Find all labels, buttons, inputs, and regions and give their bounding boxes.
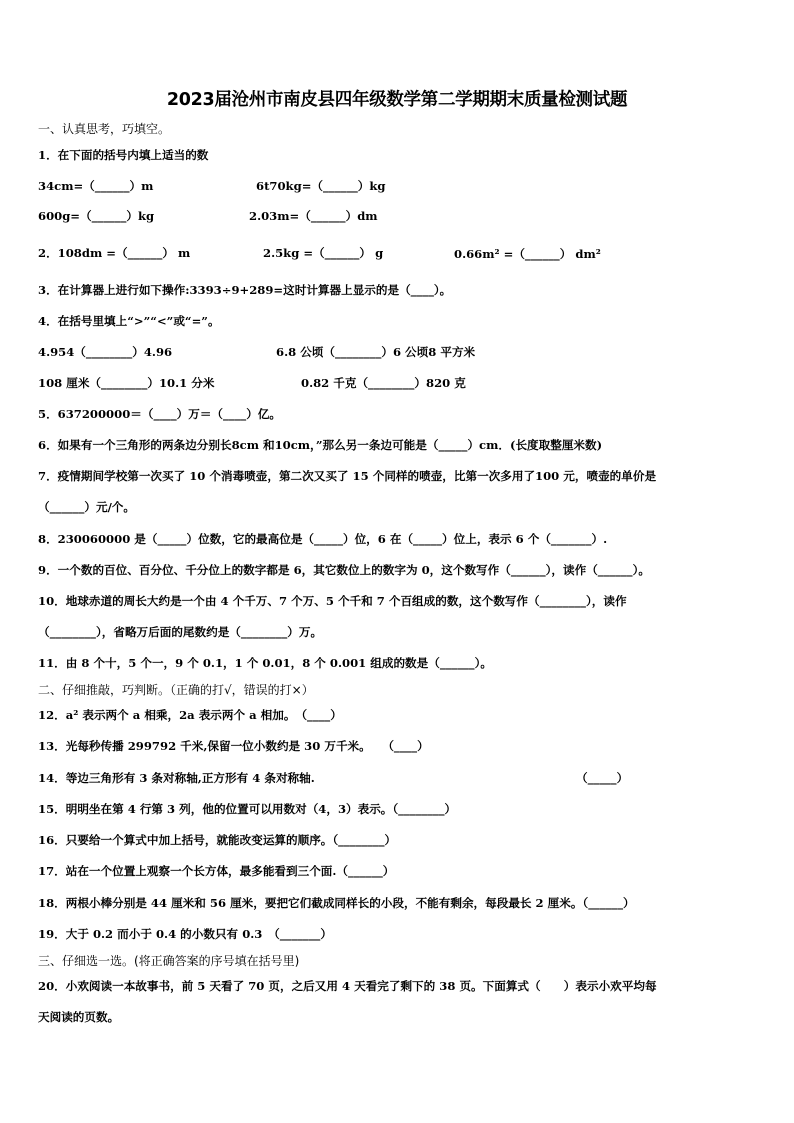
- question-line: 5．637200000＝（____）万＝（____）亿。: [38, 407, 281, 421]
- question-line: 10．地球赤道的周长大约是一个由 4 个千万、7 个万、5 个千和 7 个百组成的数，这个数写作（________），读作: [38, 594, 627, 608]
- question-line: 14．等边三角形有 3 条对称轴,正方形有 4 条对称轴.: [38, 771, 315, 785]
- question-line: 4.954（________）4.96: [38, 345, 173, 359]
- question-line: 6．如果有一个三角形的两条边分别长8cm 和10cm，”那么另一条边可能是（_____）cm．(长度取整厘米数): [38, 438, 603, 452]
- question-line: 2.03m=（______）dm: [249, 209, 378, 223]
- question-line: 600g=（______）kg: [38, 209, 155, 223]
- question-line: 1．在下面的括号内填上适当的数: [38, 148, 209, 162]
- section-heading: 一、认真思考，巧填空。: [38, 122, 171, 136]
- question-line: 7．疫情期间学校第一次买了 10 个消毒喷壶，第二次又买了 15 个同样的喷壶，比第一次多用了100 元，喷壶的单价是: [38, 469, 657, 483]
- question-line: 8．230060000 是（_____）位数，它的最高位是（_____）位，6 在（_____）位上，表示 6 个（_______）.: [38, 532, 608, 546]
- page-title: 2023届沧州市南皮县四年级数学第二学期期末质量检测试题: [166, 90, 628, 110]
- question-line: 2．108dm =（______） m: [38, 246, 191, 260]
- question-line: 15．明明坐在第 4 行第 3 列，他的位置可以用数对（4，3）表示。（________）: [38, 802, 457, 816]
- question-line: 16．只要给一个算式中加上括号，就能改变运算的顺序。（________）: [38, 833, 397, 847]
- question-line: 18．两根小棒分别是 44 厘米和 56 厘米，要把它们截成同样长的小段，不能有剩余，每段最长 2 厘米。（______）: [38, 896, 635, 910]
- question-line: 0.66m² =（______） dm²: [454, 247, 601, 261]
- question-line: 108 厘米（________）10.1 分米: [38, 376, 215, 390]
- question-line: 34cm=（______）m: [38, 179, 154, 193]
- question-line: 2.5kg =（______） g: [263, 246, 384, 260]
- question-line: 13．光每秒传播 299792 千米,保留一位小数约是 30 万千米。 （____）: [38, 739, 429, 753]
- section-heading: 二、仔细推敲，巧判断。（正确的打√，错误的打×）: [38, 683, 314, 697]
- question-line: 3．在计算器上进行如下操作:3393÷9+289=这时计算器上显示的是（____）。: [38, 283, 452, 297]
- question-line: 4．在括号里填上“>”“<”或“=”。: [38, 314, 220, 328]
- question-line: （________），省略万后面的尾数约是（________）万。: [38, 625, 323, 639]
- question-line: 17．站在一个位置上观察一个长方体，最多能看到三个面.（______）: [38, 864, 395, 878]
- question-line: 9．一个数的百位、百分位、千分位上的数字都是 6，其它数位上的数字为 0，这个数写作（______），读作（______）。: [38, 563, 650, 577]
- question-line: （_____）: [576, 771, 629, 785]
- question-line: 12．a² 表示两个 a 相乘，2a 表示两个 a 相加。 （____）: [38, 708, 342, 722]
- section-heading: 三、仔细选一选。(将正确答案的序号填在括号里): [38, 954, 300, 968]
- question-line: 0.82 千克（________）820 克: [301, 376, 466, 390]
- question-line: 11．由 8 个十，5 个一，9 个 0.1，1 个 0.01，8 个 0.001 组成的数是（______）。: [38, 656, 492, 670]
- question-line: 天阅读的页数。: [38, 1010, 120, 1024]
- question-line: 6.8 公顷（________）6 公顷8 平方米: [276, 345, 476, 359]
- question-line: 20．小欢阅读一本故事书，前 5 天看了 70 页，之后又用 4 天看完了剩下的 38 页。下面算式（ ）表示小欢平均每: [38, 979, 657, 993]
- question-line: （______）元/个。: [38, 500, 135, 514]
- question-line: 19．大于 0.2 而小于 0.4 的小数只有 0.3 （_______）: [38, 927, 332, 941]
- question-line: 6t70kg=（______）kg: [256, 179, 386, 193]
